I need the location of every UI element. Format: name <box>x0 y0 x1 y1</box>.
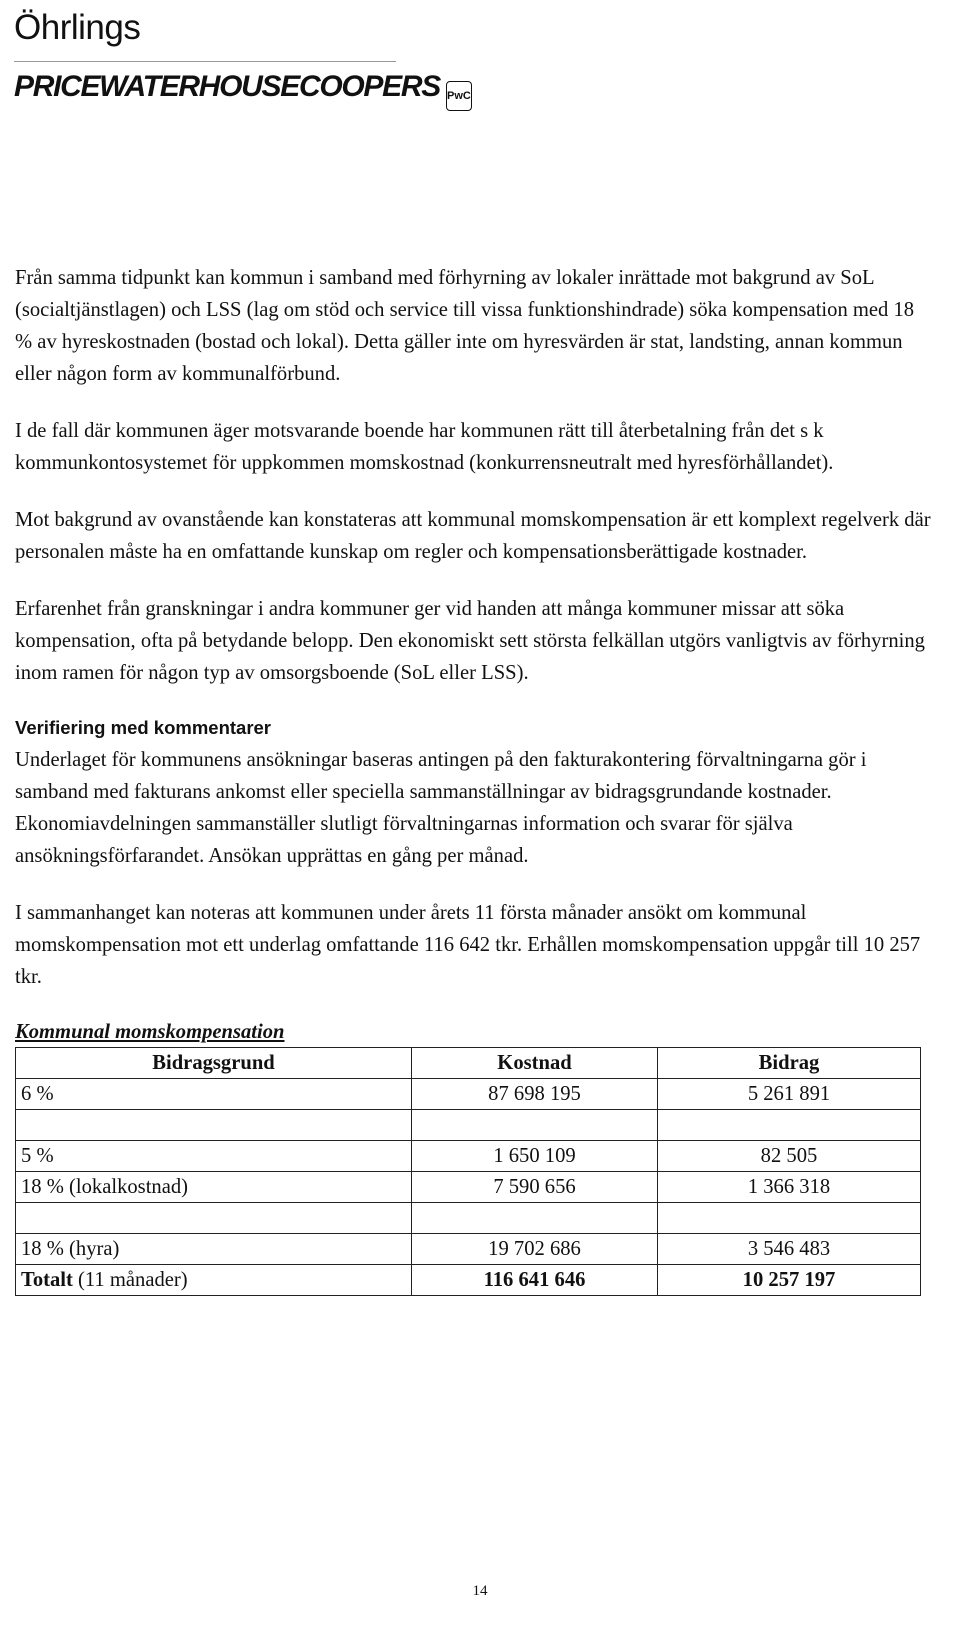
table-cell-kostnad: 7 590 656 <box>412 1172 658 1203</box>
table-cell-grund: 6 % <box>16 1079 412 1110</box>
pwc-logo <box>14 69 471 111</box>
table-cell-kostnad <box>412 1203 658 1234</box>
pwc-logo-text: PRICEWATERHOUSECOOPERS <box>14 70 440 103</box>
section-heading: Verifiering med kommentarer <box>15 717 272 738</box>
table-row <box>16 1203 921 1234</box>
section-paragraph-1: Underlaget för kommunens ansökningar baseras antingen på den fakturakontering förvaltningarna gör i samband med fakturans ankomst eller speciella sammanställningar av bidragsgrundande kostnader. Ekonomiavdelningen sammanställer slutligt förvaltningarnas information och svarar för själva ansökningsförfarandet. Ansökan upprättas en gång per månad. <box>15 749 867 867</box>
table-cell-bidrag <box>658 1203 921 1234</box>
table-cell-bidrag: 82 505 <box>658 1141 921 1172</box>
table-cell-kostnad: 19 702 686 <box>412 1234 658 1265</box>
table-total-kostnad: 116 641 646 <box>412 1265 658 1296</box>
table-cell-grund: 18 % (hyra) <box>16 1234 412 1265</box>
compensation-table <box>15 1047 921 1296</box>
section-paragraph-2: I sammanhanget kan noteras att kommunen under årets 11 första månader ansökt om kommunal momskompensation mot ett underlag omfattande 116 642 tkr. Erhållen momskompensation uppgår till 10 257 tkr. <box>15 902 921 988</box>
header-kostnad: Kostnad <box>412 1048 658 1079</box>
pwc-mark-icon: PwC <box>446 81 472 111</box>
table-cell-bidrag: 1 366 318 <box>658 1172 921 1203</box>
table-cell-grund <box>16 1110 412 1141</box>
document-body <box>15 262 935 1296</box>
table-cell-grund: 18 % (lokalkostnad) <box>16 1172 412 1203</box>
table-cell-grund <box>16 1203 412 1234</box>
paragraph-4: Erfarenhet från granskningar i andra kommuner ger vid handen att många kommuner missar att söka kompensation, ofta på betydande belopp. Den ekonomiskt sett största felkällan utgörs vanligtvis av förhyrning inom ramen för någon typ av omsorgsboende (SoL eller LSS). <box>15 598 925 684</box>
paragraph-1: Från samma tidpunkt kan kommun i samband med förhyrning av lokaler inrättade mot bakgrund av SoL (socialtjänstlagen) och LSS (lag om stöd och service till vissa funktionshindrade) söka kompensation med 18 % av hyreskostnaden (bostad och lokal). Detta gäller inte om hyresvärden är stat, landsting, annan kommun eller någon form av kommunalförbund. <box>15 267 915 385</box>
header-bidrag: Bidrag <box>658 1048 921 1079</box>
ohrlings-logo: Öhrlings <box>14 8 141 47</box>
table-title: Kommunal momskompensation <box>15 1021 285 1043</box>
header-divider <box>14 61 396 62</box>
table-cell-kostnad: 87 698 195 <box>412 1079 658 1110</box>
page-number: 14 <box>472 1583 488 1599</box>
table-total-row <box>16 1265 921 1296</box>
table-row <box>16 1110 921 1141</box>
table-cell-bidrag: 3 546 483 <box>658 1234 921 1265</box>
table-cell-bidrag: 5 261 891 <box>658 1079 921 1110</box>
header-bidragsgrund: Bidragsgrund <box>16 1048 412 1079</box>
paragraph-3: Mot bakgrund av ovanstående kan konstateras att kommunal momskompensation är ett komplext regelverk där personalen måste ha en omfattande kunskap om regler och kompensationsberättigade kostnader. <box>15 509 931 563</box>
table-header-row <box>16 1048 921 1079</box>
total-label-rest: (11 månader) <box>72 1269 188 1291</box>
table-row <box>16 1172 921 1203</box>
table-row <box>16 1079 921 1110</box>
table-total-label <box>16 1265 412 1296</box>
total-label-bold: Totalt <box>21 1269 73 1291</box>
table-cell-kostnad: 1 650 109 <box>412 1141 658 1172</box>
paragraph-2: I de fall där kommunen äger motsvarande boende har kommunen rätt till återbetalning från det s k kommunkontosystemet för uppkommen momskostnad (konkurrensneutralt med hyresförhållandet). <box>15 420 834 474</box>
table-cell-kostnad <box>412 1110 658 1141</box>
table-row <box>16 1141 921 1172</box>
header-brand <box>14 8 471 111</box>
table-row <box>16 1234 921 1265</box>
table-cell-bidrag <box>658 1110 921 1141</box>
table-total-bidrag: 10 257 197 <box>658 1265 921 1296</box>
table-cell-grund: 5 % <box>16 1141 412 1172</box>
